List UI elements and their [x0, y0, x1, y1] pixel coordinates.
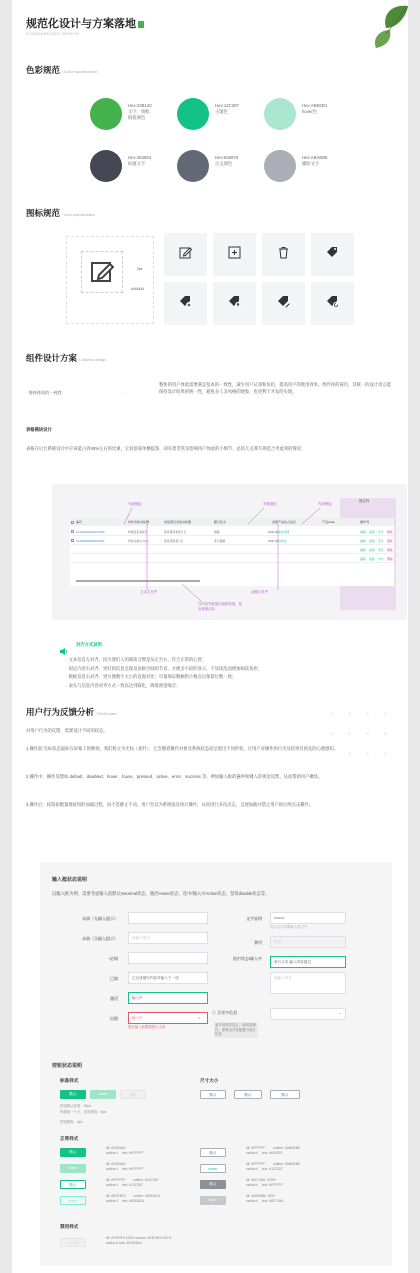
- input-note: 提示文字说明输入框对齐: [270, 925, 308, 929]
- table-cell: 数额: [214, 530, 220, 534]
- color-hex: Hex:43B14C: [128, 103, 153, 108]
- overflow-note: 当内容列宽超出表格宽度，则出现滚动条: [198, 602, 243, 611]
- normal-dark-button[interactable]: 默认: [200, 1180, 226, 1189]
- feedback-p3: 3.操作后：按钮如数量现按钮的加载过程，而不是静止不动。用户会以为系统没有执行操作，从而进行多次点击，呈现加载并禁止用户的后续点击操作。: [26, 802, 314, 807]
- table-action-link[interactable]: 删除: [387, 539, 393, 543]
- principle-label: · 保持体验的一致性: [26, 390, 63, 395]
- add-box-icon: [227, 245, 242, 265]
- color-swatch-label: [128, 103, 174, 121]
- normal-plain-hover-button[interactable]: hover: [200, 1164, 226, 1173]
- button-radius-spec: radius:4 text: #8C748A: [246, 1199, 284, 1203]
- text-left-note: 文本左对齐: [140, 590, 157, 594]
- normal-dark-hover-button[interactable]: hover: [200, 1196, 226, 1205]
- align-title: 对齐方式说明: [76, 642, 102, 647]
- feedback-section-title: 用户行为反馈分析 / Multi-state: [26, 707, 117, 717]
- color-swatch: [264, 98, 296, 130]
- input-filled-field[interactable]: 已完成填写内容并输入下一项: [128, 972, 208, 984]
- color-desc: 链接颜色: [128, 115, 146, 120]
- color-desc: hover色: [302, 109, 318, 114]
- normal-outline-hover-button[interactable]: hover: [60, 1196, 86, 1205]
- icon-spec-frame: [66, 236, 154, 324]
- table-action-link[interactable]: 删除: [387, 557, 393, 561]
- input-state-label: 出错: [110, 1016, 118, 1021]
- input-state-label: 激活: [110, 996, 118, 1001]
- align-points: [66, 656, 396, 690]
- input-state-label: 未填（含输入提示）: [82, 936, 118, 941]
- button-fill-spec: fill: #8C748A 100%: [246, 1178, 276, 1182]
- arrow-icon: →: [122, 389, 127, 394]
- component-section-title: 组件设计方案 / Atomic design: [26, 353, 107, 363]
- color-swatch-label: [302, 103, 348, 115]
- icon-color-label: #444444: [131, 287, 145, 291]
- button-radius-spec: radius:4 text: #FFFFFF: [246, 1183, 284, 1187]
- color-swatch: [264, 150, 296, 182]
- normal-primary-button[interactable]: 默认: [60, 1148, 86, 1157]
- feedback-p1: 1.操作前:光标状态鼠标在屏幕上的映射。我们称之为光标（指针），它会随着操作对象及系统状态而呈现出不同形状，让用户对操作的行为及结果有预先的心理感知。: [26, 746, 338, 751]
- table-action-link[interactable]: 导出: [378, 548, 384, 552]
- table-action-link[interactable]: 导出: [378, 539, 384, 543]
- table-cell[interactable]: CL2300000001670462: [76, 539, 105, 543]
- tag-edit-icon: [276, 294, 291, 314]
- color-desc: 文字、线框、: [128, 109, 154, 114]
- table-action-link[interactable]: 导出: [378, 557, 384, 561]
- align-point: · 表头与信息内容对齐方式一致以达到简化，降低视觉噪音；: [66, 682, 181, 688]
- table-action-link[interactable]: 编辑: [360, 539, 366, 543]
- button-fill-spec: fill: #FFFFFF outline: #12C287: [106, 1178, 159, 1182]
- button-panel-title: 按钮状态说明: [52, 1063, 83, 1069]
- align-point: · 文本信息左对齐，因为我们人的阅读习惯是从左至右，符合正常的心智；: [66, 657, 207, 662]
- standard-style-title: 标准样式: [60, 1078, 79, 1083]
- input-state-label: 已填: [110, 976, 118, 981]
- amount-right-note: 金额右对齐: [251, 590, 268, 594]
- input-state-label: 选中状态/输入中: [232, 956, 262, 961]
- table-header-cell: 供货项目名称对标题: [164, 520, 192, 524]
- size-medium-button[interactable]: 默认: [234, 1090, 262, 1099]
- input-panel-title: 输入框状态说明: [52, 877, 88, 883]
- table-cell: 某某事项某某日日: [164, 530, 187, 534]
- input-states-left: [52, 912, 212, 1032]
- has-link-note: 有链接的: [263, 502, 277, 506]
- input-empty-field[interactable]: [128, 912, 208, 924]
- edit-sample-icon: [90, 260, 114, 284]
- color-swatch-grid: [90, 98, 390, 188]
- standard-disabled-button: 禁用: [120, 1090, 146, 1099]
- title-mark-icon: [138, 21, 144, 28]
- icon-size-label: 2px: [137, 267, 143, 271]
- tag-refresh-icon: [325, 294, 340, 314]
- input-panel-desc: 以输入框为例，需要考虑输入前默认Noormal状态、激活Hover状态、选中/输入中Active状态、禁用disable状态等。: [52, 891, 270, 896]
- color-desc: 标题文字: [128, 161, 146, 166]
- disabled-button: 不可用: [60, 1238, 86, 1247]
- table-cell[interactable]: CL2300000001670460: [76, 530, 105, 534]
- standard-default-button[interactable]: 默认: [60, 1090, 86, 1099]
- color-hex: Hex:ABAEB6: [302, 155, 328, 160]
- standard-hover-button[interactable]: hover: [90, 1090, 116, 1099]
- disabled-radius-spec: radius:4 text: #D0D3DA: [106, 1241, 142, 1245]
- table-header-cell: 编号: [76, 520, 83, 524]
- button-radius-spec: radius:4 text: #12C287: [246, 1167, 283, 1171]
- external-link-note: 外部链接: [128, 502, 142, 506]
- color-swatch-label: [128, 155, 174, 167]
- input-error-field[interactable]: 输入中: [128, 1012, 208, 1024]
- color-hex: Hex:12C287: [215, 103, 239, 108]
- chevron-down-icon[interactable]: ⌄: [338, 1010, 342, 1015]
- icon-tile: [213, 282, 256, 325]
- button-radius-spec: radius:4 text: #FFFFFF: [106, 1151, 144, 1155]
- table-cell: 2000.00: [267, 530, 278, 534]
- button-fill-spec: fill: #00D6AE: [106, 1162, 126, 1166]
- table-action-link[interactable]: 编辑: [360, 548, 366, 552]
- button-spec-increment: 每增加一个字，宽度增加：8px: [60, 1110, 107, 1114]
- button-spec-width: 按钮默认宽度：92px: [60, 1104, 92, 1108]
- table-action-link[interactable]: 编辑: [360, 557, 366, 561]
- table-header-cell: 材料名称对标题: [128, 520, 150, 524]
- clear-icon[interactable]: ×: [198, 1015, 201, 1020]
- color-desc: 主题色: [215, 109, 228, 114]
- table-module-text: 表格在后台系统设计中应该能占到40%左右的比重，它看似简单横提条，却有着非常多影响用户体验的小细节，总结几点我写规范合考虑到的情况：: [26, 446, 306, 451]
- principle-text: 整体的用户体验需要满足基本的一致性，减少用户认知和负担，提高用户的使用效率。组件库的简历，其统一的设计语言能保持设计结果的统一性，避免多人多风格的现象，也更利于开发的实现。: [159, 382, 392, 394]
- table-cell: 部分数额: [214, 539, 226, 543]
- table-header-cell: 产品code: [322, 520, 335, 524]
- button-spec-radius: 按钮圆角：4px: [60, 1120, 83, 1124]
- button-fill-spec: fill: #EDF8F3 outline: #82EADA: [106, 1194, 160, 1198]
- normal-outline-button[interactable]: 默认: [60, 1180, 86, 1189]
- more-info-note: 更多说明信息区，说明其操作，需要由开发配置当前行信息: [214, 1022, 258, 1038]
- color-desc: 辅助文字: [302, 161, 320, 166]
- fixed-column-note: 固定列: [359, 499, 370, 503]
- color-swatch-label: [302, 155, 348, 167]
- size-small-button[interactable]: 默认: [200, 1090, 226, 1099]
- more-info-select[interactable]: [270, 1008, 346, 1020]
- tag-icon: [325, 245, 340, 265]
- align-point: · 固定内容右对齐，更好的信息呈现及表格空间的节省，方便多字段的显示，不显读乱而增加阅读负担；: [66, 665, 262, 671]
- page-subtitle: STANDARDIZED DESIGN: [26, 31, 79, 36]
- normal-button-list: [60, 1148, 360, 1214]
- table-cell: 样模某某某样日: [128, 530, 148, 534]
- table-action-link[interactable]: 复制: [369, 530, 375, 534]
- table-header-cell: 操作列: [360, 520, 370, 524]
- table-action-link[interactable]: 复制: [369, 557, 375, 561]
- normal-plain-button[interactable]: 默认: [200, 1148, 226, 1157]
- color-desc: 正文颜色: [215, 161, 233, 166]
- button-fill-spec: fill: #FFFFFF outline: #ABAEB6: [246, 1146, 300, 1150]
- color-swatch-label: [215, 155, 261, 167]
- icon-tile: [262, 282, 305, 325]
- tag-upload-icon: [227, 294, 242, 314]
- input-state-label: 文字说明: [246, 916, 262, 921]
- input-state-label: 未填（无输入提示）: [82, 916, 118, 921]
- icon-tile: [164, 282, 207, 325]
- input-active-field[interactable]: 输入中: [128, 992, 208, 1004]
- table-header-cell: 随行状态: [214, 520, 227, 524]
- disabled-field: 禁用: [270, 936, 346, 948]
- align-point: · 数据信息右对齐，更方便数字大小的直观对比；尽量保证数额的小数点后保留位数一致；: [66, 674, 237, 680]
- size-title: 尺寸大小: [200, 1078, 219, 1083]
- disabled-fill-spec: fill: #F0F0F0 100% outline: #E3E3E3 100%: [106, 1236, 172, 1240]
- input-error-hint: 超过输入框限制提示文案: [128, 1025, 166, 1029]
- button-fill-spec: fill: #ABAEB6 50%: [246, 1194, 275, 1198]
- page-title: 规范化设计与方案落地: [26, 15, 144, 31]
- feedback-p2: 2.操作中：操作反馈如 default、disabled、hover、fouce、pressed、active、error、success 等。例如输入框的悬停和键入的视觉反馈，从而帮助用户聚焦。: [26, 774, 323, 779]
- color-hex: Hex:454854: [128, 155, 152, 160]
- table-cell[interactable]: 查看详情: [278, 530, 290, 534]
- table-action-link[interactable]: 删除: [387, 530, 393, 534]
- icon-tile: [164, 233, 207, 276]
- table-cell: 某某项项某日日: [164, 539, 184, 543]
- tag-add-icon: [178, 294, 193, 314]
- color-swatch: [90, 150, 122, 182]
- icon-tile: [311, 233, 354, 276]
- table-cell: 4900.00: [267, 539, 278, 543]
- normal-primary-hover-button[interactable]: hover: [60, 1164, 86, 1173]
- active-select-field[interactable]: 单行文本 输入内容超过: [270, 956, 346, 968]
- button-fill-spec: fill: #FFFFFF outline: #ABAEB6: [246, 1162, 300, 1166]
- color-swatch-label: [215, 103, 261, 115]
- icon-section-title: 图标规范 / Icon specification: [26, 208, 95, 218]
- table-cell[interactable]: 待核查: [278, 539, 287, 543]
- table-action-link[interactable]: 删除: [387, 548, 393, 552]
- disabled-style-title: 禁用样式: [60, 1224, 79, 1229]
- icon-tile: [213, 233, 256, 276]
- button-radius-spec: radius:4 text: #626975: [246, 1151, 283, 1155]
- icon-grid: [164, 233, 362, 325]
- password-field[interactable]: ••••••••: [270, 912, 346, 924]
- icon-tile: [262, 233, 305, 276]
- normal-style-title: 正常样式: [60, 1136, 79, 1141]
- table-action-link[interactable]: 编辑: [360, 530, 366, 534]
- input-required-field[interactable]: [128, 952, 208, 964]
- edit-icon: [178, 245, 193, 265]
- table-header-cell: 金额: [271, 520, 278, 524]
- button-radius-spec: radius:4 text: #12C287: [106, 1183, 143, 1187]
- table-action-link[interactable]: 复制: [369, 539, 375, 543]
- button-fill-spec: fill: #00D6AE: [106, 1146, 126, 1150]
- design-spec-page: [12, 0, 408, 1273]
- input-states-right: [212, 912, 354, 1037]
- input-state-label: *必填: [108, 956, 118, 961]
- table-action-link[interactable]: 复制: [369, 548, 375, 552]
- color-swatch: [90, 98, 122, 130]
- button-radius-spec: radius:4 text: #FFFFFF: [106, 1167, 144, 1171]
- color-section-title: 色彩规范 / Color specification: [26, 65, 97, 75]
- table-module-title: 表格模块设计: [26, 427, 52, 432]
- table-illustration: [52, 484, 407, 620]
- more-info-label: ⓘ 含更多信息: [212, 1010, 238, 1015]
- feedback-intro: 对用户行为的反馈，需要设计不同的状态。: [26, 728, 108, 733]
- size-large-button[interactable]: 默认: [270, 1090, 300, 1099]
- color-swatch: [177, 98, 209, 130]
- icon-tile: [311, 282, 354, 325]
- leaf-decoration-icon: [362, 0, 408, 48]
- inner-link-note: 内部链接: [318, 502, 332, 506]
- color-hex: Hex:626975: [215, 155, 239, 160]
- color-hex: Hex:ABE6D1: [302, 103, 328, 108]
- table-cell: 材料名称小小4之: [128, 539, 150, 543]
- trash-icon: [276, 245, 291, 265]
- button-radius-spec: radius:4 text: #82EADA: [106, 1199, 145, 1203]
- color-swatch: [177, 150, 209, 182]
- table-action-link[interactable]: 导出: [378, 530, 384, 534]
- textarea-field[interactable]: 请输入内容: [270, 972, 346, 994]
- input-state-label: 禁用: [254, 940, 262, 945]
- input-placeholder-field[interactable]: 请输入框名: [128, 932, 208, 944]
- table-header-cell: 产品综合信息: [278, 520, 297, 524]
